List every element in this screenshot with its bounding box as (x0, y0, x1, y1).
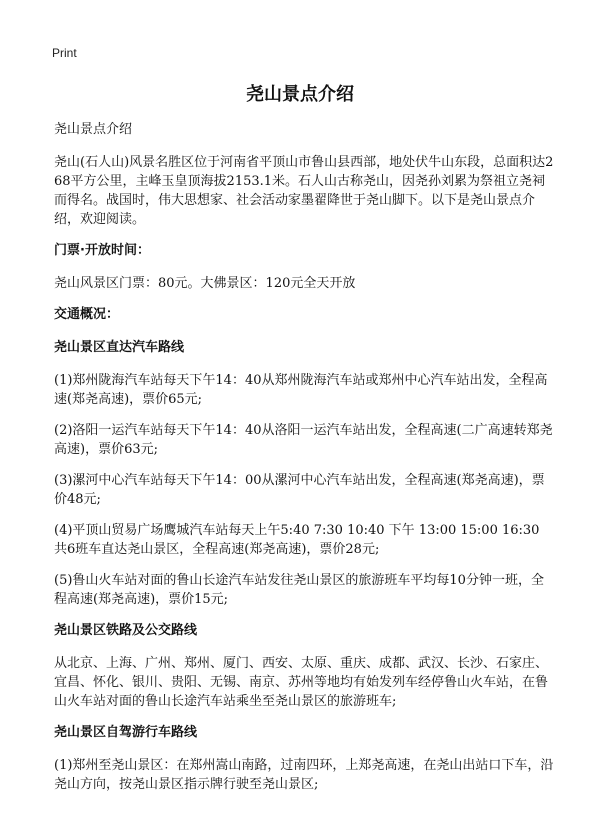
bus-route-item: (1)郑州陇海汽车站每天下午14：40从郑州陇海汽车站或郑州中心汽车站出发，全程高速(郑尧高速)，票价65元; (54, 373, 548, 407)
intro-paragraph: 尧山(石人山)风景名胜区位于河南省平顶山市鲁山县西部，地处伏牛山东段，总面积达268平方公里，主峰玉皇顶海拔2153.1米。石人山古称尧山，因尧孙刘累为祭祖立尧祠而得名。战国时，伟大思想家、社会活动家墨翟降世于尧山脚下。以下是尧山景点介绍，欢迎阅读。 (54, 155, 554, 227)
rail-paragraph: 从北京、上海、广州、郑州、厦门、西安、太原、重庆、成都、武汉、长沙、石家庄、宜昌、怀化、银川、贵阳、无锡、南京、苏州等地均有始发列车经停鲁山火车站，在鲁山火车站对面的鲁山长途汽车站乘坐至尧山景区的旅游班车; (54, 656, 549, 709)
bus-route-item: (5)鲁山火车站对面的鲁山长途汽车站发往尧山景区的旅游班车平均每10分钟一班，全程高速(郑尧高速)，票价15元; (54, 573, 544, 607)
bus-route-item: (4)平顶山贸易广场鹰城汽车站每天上午5:40 7:30 10:40 下午 13:00 15:00 16:30 共6班车直达尧山景区，全程高速(郑尧高速)，票价28元; (54, 523, 540, 557)
bus-route-item: (2)洛阳一运汽车站每天下午14：40从洛阳一运汽车站出发，全程高速(二广高速转郑尧高速)，票价63元; (54, 423, 553, 457)
tickets-heading: 门票·开放时间： (54, 243, 150, 258)
drive-route-item: (1)郑州至尧山景区：在郑州嵩山南路，过南四环，上郑尧高速，在尧山出站口下车，沿尧山方向，按尧山景区指示牌行驶至尧山景区; (54, 758, 554, 792)
tickets-paragraph: 尧山风景区门票：80元。大佛景区：120元全天开放 (54, 276, 356, 291)
traffic-heading: 交通概况： (54, 307, 120, 322)
bus-route-item: (3)漯河中心汽车站每天下午14：00从漯河中心汽车站出发，全程高速(郑尧高速)，票价48元; (54, 473, 545, 507)
page-title: 尧山景点介绍 (246, 84, 354, 105)
document-subtitle: 尧山景点介绍 (54, 122, 133, 137)
document-body (54, 120, 554, 806)
bus-heading: 尧山景区直达汽车路线 (54, 340, 185, 355)
drive-heading: 尧山景区自驾游行车路线 (54, 725, 198, 740)
rail-heading: 尧山景区铁路及公交路线 (54, 623, 198, 638)
print-label[interactable]: Print (52, 46, 77, 60)
